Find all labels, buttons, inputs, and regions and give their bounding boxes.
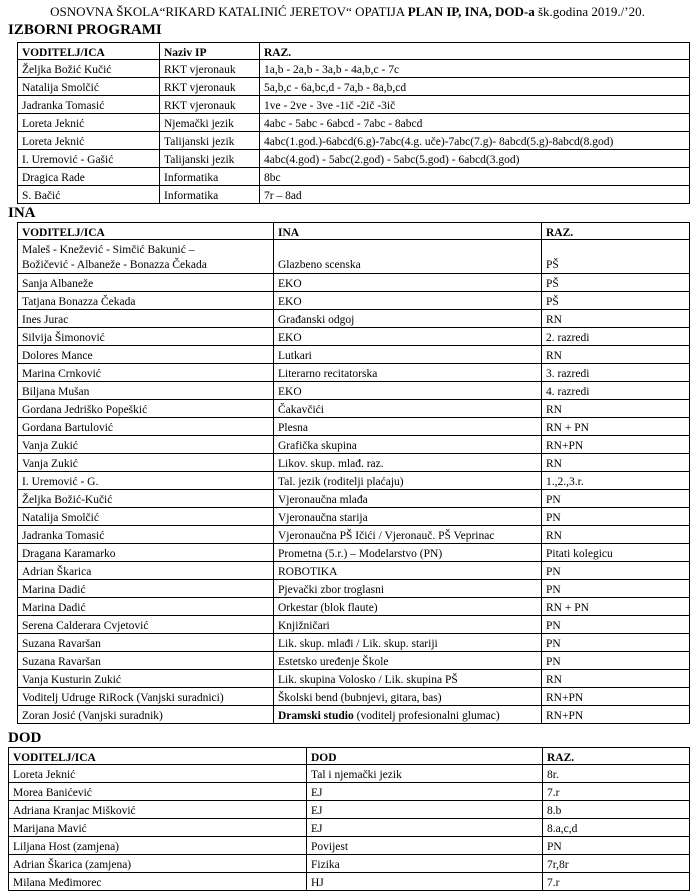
table-cell: Gordana Jedriško Popeškić: [18, 400, 274, 418]
table-cell: Suzana Ravaršan: [18, 652, 274, 670]
table-cell: Talijanski jezik: [160, 132, 260, 150]
table-row: [18, 418, 690, 436]
dod-heading: DOD: [8, 730, 42, 746]
table-row: [18, 670, 690, 688]
table-row: [18, 472, 690, 490]
table-row: [18, 436, 690, 454]
table-cell: 8.a,c,d: [543, 819, 690, 837]
table-row: [18, 328, 690, 346]
table-cell: Voditelj Udruge RiRock (Vanjski suradnici): [18, 688, 274, 706]
table-cell: 7r – 8ad: [260, 186, 690, 204]
table-cell: Marijana Mavić: [9, 819, 307, 837]
table-row: [18, 150, 690, 168]
table-cell: Tal. jezik (roditelji plaćaju): [274, 472, 542, 490]
table-cell: PN: [542, 616, 690, 634]
table-cell: Loreta Jeknić: [9, 765, 307, 783]
table-cell: PN: [542, 508, 690, 526]
table-cell: PŠ: [542, 274, 690, 292]
table-cell: RKT vjeronauk: [160, 96, 260, 114]
table-cell: 4abc(4.god) - 5abc(2.god) - 5abc(5.god) - 6abcd(3.god): [260, 150, 690, 168]
table-cell: Školski bend (bubnjevi, gitara, bas): [274, 688, 542, 706]
table-cell: PN: [542, 634, 690, 652]
table-cell: RKT vjeronauk: [160, 60, 260, 78]
table-row: [9, 855, 690, 873]
table-cell: RN + PN: [542, 418, 690, 436]
table-cell: Adrian Škarica: [18, 562, 274, 580]
table-row: [18, 616, 690, 634]
table-cell: 7r,8r: [543, 855, 690, 873]
table-row: [9, 837, 690, 855]
table-cell: RN: [542, 526, 690, 544]
table-cell: 1a,b - 2a,b - 3a,b - 4a,b,c - 7c: [260, 60, 690, 78]
column-header: RAZ.: [542, 223, 690, 240]
table-row: [18, 400, 690, 418]
table-cell: Serena Calderara Cvjetović: [18, 616, 274, 634]
table-cell: Likov. skup. mlađ. raz.: [274, 454, 542, 472]
table-cell: Tatjana Bonazza Čekada: [18, 292, 274, 310]
table-row: [9, 801, 690, 819]
column-header: VODITELJ/ICA: [9, 748, 307, 765]
table-cell: EJ: [307, 783, 543, 801]
table-row: [18, 346, 690, 364]
table-row: [18, 382, 690, 400]
table-cell: Loreta Jeknić: [18, 114, 160, 132]
table-cell: RKT vjeronauk: [160, 78, 260, 96]
table-row: [18, 292, 690, 310]
table-row: [9, 873, 690, 891]
table-cell: Vjeronaučna PŠ Ičići / Vjeronauč. PŠ Veprinac: [274, 526, 542, 544]
column-header: VODITELJ/ICA: [18, 223, 274, 240]
table-cell: RN: [542, 670, 690, 688]
table-row: [18, 168, 690, 186]
table-cell: Literarno recitatorska: [274, 364, 542, 382]
table-cell: RN+PN: [542, 436, 690, 454]
table-row: [18, 562, 690, 580]
table-cell: Jadranka Tomasić: [18, 526, 274, 544]
table-cell: RN: [542, 310, 690, 328]
table-cell: Vanja Zukić: [18, 436, 274, 454]
table-cell: 4abc - 5abc - 6abcd - 7abc - 8abcd: [260, 114, 690, 132]
table-row: [18, 706, 690, 724]
table-cell: RN + PN: [542, 598, 690, 616]
table-cell: Marina Crnković: [18, 364, 274, 382]
izborni-table: [17, 42, 690, 204]
column-header: RAZ.: [260, 43, 690, 60]
table-cell: Knjižničari: [274, 616, 542, 634]
table-cell: Vjeronaučna starija: [274, 508, 542, 526]
table-cell: Marina Dadić: [18, 598, 274, 616]
table-cell: Liljana Host (zamjena): [9, 837, 307, 855]
table-cell: Informatika: [160, 168, 260, 186]
table-cell: Lutkari: [274, 346, 542, 364]
table-cell: Prometna (5.r.) – Modelarstvo (PN): [274, 544, 542, 562]
table-cell: Ines Jurac: [18, 310, 274, 328]
table-cell: EJ: [307, 801, 543, 819]
table-cell: Adrian Škarica (zamjena): [9, 855, 307, 873]
table-row: [18, 274, 690, 292]
table-row: [18, 114, 690, 132]
table-cell: Povijest: [307, 837, 543, 855]
table-cell: HJ: [307, 873, 543, 891]
table-cell: RN: [542, 346, 690, 364]
table-cell: 8bc: [260, 168, 690, 186]
table-cell: Željka Božić-Kučić: [18, 490, 274, 508]
table-row: [18, 508, 690, 526]
table-cell: Građanski odgoj: [274, 310, 542, 328]
table-cell: Vanja Zukić: [18, 454, 274, 472]
table-cell: RN: [542, 400, 690, 418]
table-cell: ROBOTIKA: [274, 562, 542, 580]
table-cell: Grafička skupina: [274, 436, 542, 454]
table-cell: I. Uremović - G.: [18, 472, 274, 490]
table-cell: EKO: [274, 382, 542, 400]
ina-name-cell: Zoran Josić (Vanjski suradnik): [18, 706, 274, 724]
table-row: [18, 364, 690, 382]
column-header: VODITELJ/ICA: [18, 43, 160, 60]
table-cell: Plesna: [274, 418, 542, 436]
table-cell: Morea Banićević: [9, 783, 307, 801]
table-cell: Dragana Karamarko: [18, 544, 274, 562]
table-header-row: [18, 223, 690, 240]
table-cell: RN+PN: [542, 688, 690, 706]
table-cell: S. Bačić: [18, 186, 160, 204]
table-cell: 8.b: [543, 801, 690, 819]
table-header-row: [18, 43, 690, 60]
table-cell: 8r.: [543, 765, 690, 783]
table-cell: EKO: [274, 292, 542, 310]
table-row: [18, 490, 690, 508]
ina-activity-cell: Glazbeno scenska: [274, 240, 542, 274]
ina-activity-cell: Dramski studio (voditelj profesionalni glumac): [274, 706, 542, 724]
table-cell: PN: [542, 490, 690, 508]
table-cell: Željka Božić Kučić: [18, 60, 160, 78]
table-cell: Talijanski jezik: [160, 150, 260, 168]
column-header: RAZ.: [543, 748, 690, 765]
table-row: [18, 240, 690, 274]
table-row: [9, 765, 690, 783]
table-row: [18, 652, 690, 670]
table-cell: 7.r: [543, 873, 690, 891]
table-cell: 7.r: [543, 783, 690, 801]
table-cell: Pjevački zbor troglasni: [274, 580, 542, 598]
table-cell: EKO: [274, 328, 542, 346]
table-cell: Sanja Albaneže: [18, 274, 274, 292]
ina-heading: INA: [8, 205, 36, 221]
column-header: Naziv IP: [160, 43, 260, 60]
table-cell: Estetsko uređenje Škole: [274, 652, 542, 670]
table-cell: 1.,2.,3.r.: [542, 472, 690, 490]
table-cell: 3. razredi: [542, 364, 690, 382]
ina-names-cell: Maleš - Knežević - Simčić Bakunić – Božičević - Albaneže - Bonazza Čekada: [18, 240, 274, 274]
table-cell: Silvija Šimonović: [18, 328, 274, 346]
table-cell: Adriana Kranjac Mišković: [9, 801, 307, 819]
table-cell: Fizika: [307, 855, 543, 873]
table-row: [18, 78, 690, 96]
table-cell: Vanja Kusturin Zukić: [18, 670, 274, 688]
table-cell: Čakavčići: [274, 400, 542, 418]
table-cell: Vjeronaučna mlađa: [274, 490, 542, 508]
table-row: [18, 132, 690, 150]
table-cell: Natalija Smolčić: [18, 508, 274, 526]
table-cell: 4. razredi: [542, 382, 690, 400]
izborni-heading: IZBORNI PROGRAMI: [8, 22, 162, 38]
table-row: [9, 783, 690, 801]
column-header: INA: [274, 223, 542, 240]
table-cell: Gordana Bartulović: [18, 418, 274, 436]
table-cell: Lik. skupina Volosko / Lik. skupina PŠ: [274, 670, 542, 688]
table-row: [18, 580, 690, 598]
table-row: [18, 310, 690, 328]
table-cell: I. Uremović - Gašić: [18, 150, 160, 168]
table-cell: PN: [542, 562, 690, 580]
table-row: [9, 819, 690, 837]
table-cell: Suzana Ravaršan: [18, 634, 274, 652]
table-cell: 5a,b,c - 6a,bc,d - 7a,b - 8a,b,cd: [260, 78, 690, 96]
page-title: OSNOVNA ŠKOLA“RIKARD KATALINIĆ JERETOV“ OPATIJA PLAN IP, INA, DOD-a šk.godina 2019./’20.: [50, 4, 645, 19]
table-row: [18, 186, 690, 204]
table-cell: 2. razredi: [542, 328, 690, 346]
table-row: [18, 60, 690, 78]
table-row: [18, 96, 690, 114]
table-cell: PN: [542, 652, 690, 670]
table-cell: Lik. skup. mlađi / Lik. skup. stariji: [274, 634, 542, 652]
table-cell: Pitati kolegicu: [542, 544, 690, 562]
table-cell: Orkestar (blok flaute): [274, 598, 542, 616]
table-cell: Loreta Jeknić: [18, 132, 160, 150]
ina-raz-cell: PŠ: [542, 240, 690, 274]
table-cell: 4abc(1.god.)-6abcd(6.g)-7abc(4.g. uče)-7abc(7.g)- 8abcd(5.g)-8abcd(8.god): [260, 132, 690, 150]
table-cell: PN: [542, 580, 690, 598]
table-cell: Biljana Mušan: [18, 382, 274, 400]
table-cell: Dolores Mance: [18, 346, 274, 364]
table-row: [18, 598, 690, 616]
table-row: [18, 688, 690, 706]
table-cell: Jadranka Tomasić: [18, 96, 160, 114]
table-cell: Tal i njemački jezik: [307, 765, 543, 783]
table-cell: EKO: [274, 274, 542, 292]
dod-table: [8, 747, 690, 891]
table-row: [18, 526, 690, 544]
column-header: DOD: [307, 748, 543, 765]
table-row: [18, 544, 690, 562]
table-cell: Dragica Rade: [18, 168, 160, 186]
table-cell: PŠ: [542, 292, 690, 310]
table-cell: EJ: [307, 819, 543, 837]
table-header-row: [9, 748, 690, 765]
table-cell: Njemački jezik: [160, 114, 260, 132]
table-cell: Milana Međimorec: [9, 873, 307, 891]
table-cell: RN: [542, 454, 690, 472]
table-cell: Informatika: [160, 186, 260, 204]
ina-table: [17, 222, 690, 724]
table-row: [18, 634, 690, 652]
table-cell: Marina Dadić: [18, 580, 274, 598]
table-cell: Natalija Smolčić: [18, 78, 160, 96]
table-row: [18, 454, 690, 472]
ina-raz-cell: RN+PN: [542, 706, 690, 724]
table-cell: 1ve - 2ve - 3ve -1ič -2ič -3ič: [260, 96, 690, 114]
table-cell: PN: [543, 837, 690, 855]
